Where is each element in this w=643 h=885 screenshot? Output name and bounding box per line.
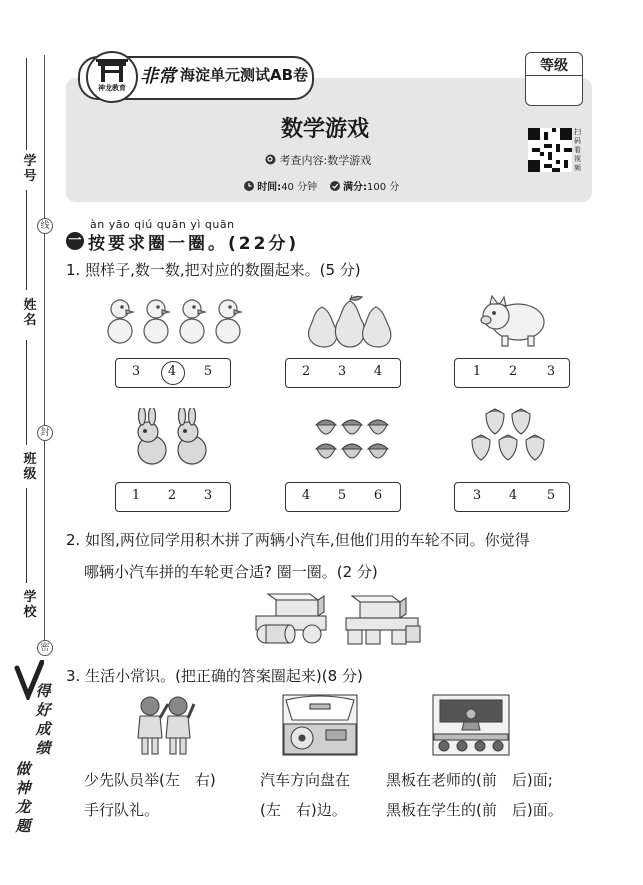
name-label: 姓名 (23, 298, 37, 328)
pear-group (300, 293, 400, 349)
time-label: 时间: (257, 182, 282, 193)
block-car-cube-wheels[interactable] (344, 590, 424, 646)
choice-box-duck[interactable] (115, 358, 231, 388)
pig-icon (481, 296, 544, 346)
answer-2-line2[interactable]: (左 右)边。 (260, 801, 347, 819)
grade-label: 等级 (540, 58, 568, 74)
rabbit-group (128, 408, 218, 468)
answer-2-line1: 汽车方向盘在 (260, 771, 351, 789)
meta-line (244, 178, 399, 193)
score-value: 100 分 (367, 182, 400, 193)
brand-title: 海淀单元测试AB卷 (180, 66, 309, 84)
choice-number[interactable]: 3 (472, 488, 482, 503)
content-line (265, 152, 371, 168)
choice-number[interactable]: 3 (546, 364, 556, 379)
section-number-badge: 一 (66, 232, 84, 250)
pear-icon (309, 295, 391, 347)
choice-number[interactable]: 2 (508, 364, 518, 379)
clock-icon (244, 181, 254, 191)
section-pinyin: àn yāo qiú quān yì quān (90, 218, 235, 231)
choice-number[interactable]: 2 (167, 488, 177, 503)
strawberry-group (470, 408, 550, 464)
content-text: 考查内容:数学游戏 (279, 154, 372, 167)
choice-number[interactable]: 5 (546, 488, 556, 503)
student-number-blank (26, 58, 27, 150)
grade-divider (526, 75, 582, 76)
time-value: 40 分钟 (281, 182, 318, 193)
choice-number[interactable]: 4 (167, 364, 177, 379)
grade-box[interactable] (525, 52, 583, 106)
class-blank (26, 340, 27, 445)
choice-number[interactable]: 3 (203, 488, 213, 503)
choice-number[interactable]: 6 (373, 488, 383, 503)
answer-1-line1[interactable]: 少先队员举(左 右) (84, 771, 216, 789)
binding-line (44, 55, 45, 640)
slogan (4, 660, 64, 850)
choice-box-pig[interactable] (454, 358, 570, 388)
choice-box-pear[interactable] (285, 358, 401, 388)
choice-number[interactable]: 2 (301, 364, 311, 379)
cut-mark-secret: 密 (37, 640, 53, 656)
salute-picture (130, 694, 200, 756)
acorn-icon (316, 420, 388, 458)
answer-3-line2[interactable]: 黑板在学生的(前 后)面。 (386, 801, 563, 819)
choice-number[interactable]: 4 (508, 488, 518, 503)
answer-circle-mark (161, 361, 185, 385)
choice-number[interactable]: 3 (337, 364, 347, 379)
question-2-line1: 2. 如图,两位同学用积木拼了两辆小汽车,但他们用的车轮不同。你觉得 (66, 531, 530, 549)
name-blank (26, 190, 27, 290)
choice-box-rabbit[interactable] (115, 482, 231, 512)
block-car-cylinder-wheels[interactable] (254, 590, 334, 646)
choice-number[interactable]: 1 (131, 488, 141, 503)
choice-number[interactable]: 4 (301, 488, 311, 503)
question-2-line2: 哪辆小汽车拼的车轮更合适? 圈一圈。(2 分) (84, 563, 378, 581)
brand-script: 非常 (140, 66, 176, 87)
school-label: 学校 (23, 590, 37, 620)
school-blank (26, 488, 27, 583)
steering-wheel-picture (282, 694, 358, 756)
score-label: 满分: (343, 182, 367, 193)
qr-code-icon[interactable] (528, 128, 572, 172)
choice-number[interactable]: 3 (131, 364, 141, 379)
choice-box-acorn[interactable] (285, 482, 401, 512)
logo-text: 神龙教育 (98, 84, 126, 92)
publisher-logo (86, 51, 138, 103)
choice-number[interactable]: 1 (472, 364, 482, 379)
page-title: 数学游戏 (280, 117, 369, 142)
strawberry-icon (472, 409, 544, 460)
choice-number[interactable]: 4 (373, 364, 383, 379)
check-circle-icon (330, 181, 340, 191)
choice-number[interactable]: 5 (337, 488, 347, 503)
duck-group (102, 293, 252, 349)
choice-number[interactable]: 5 (203, 364, 213, 379)
pig-group (478, 290, 548, 350)
answer-3-line1[interactable]: 黑板在老师的(前 后)面; (386, 771, 553, 789)
question-1-text: 1. 照样子,数一数,把对应的数圈起来。(5 分) (66, 261, 361, 279)
cut-mark-line: 线 (37, 218, 53, 234)
cut-mark-seal: 封 (37, 425, 53, 441)
student-number-label: 学号 (23, 154, 37, 184)
classroom-picture (432, 694, 510, 756)
rabbit-icon (138, 408, 206, 464)
answer-1-line2: 手行队礼。 (84, 801, 160, 819)
acorn-group (312, 415, 392, 465)
slogan-right: 得好成绩 (35, 682, 51, 757)
choice-box-strawberry[interactable] (454, 482, 570, 512)
gate-icon (88, 56, 136, 86)
duck-icon (108, 300, 241, 343)
class-label: 班级 (23, 452, 37, 482)
section-title: 按要求圈一圈。(22分) (88, 234, 300, 254)
slogan-left: 做神龙题 (15, 760, 31, 835)
search-icon (265, 154, 276, 165)
qr-caption: 扫码看视频 (574, 128, 581, 172)
question-3-text: 3. 生活小常识。(把正确的答案圈起来)(8 分) (66, 667, 363, 685)
